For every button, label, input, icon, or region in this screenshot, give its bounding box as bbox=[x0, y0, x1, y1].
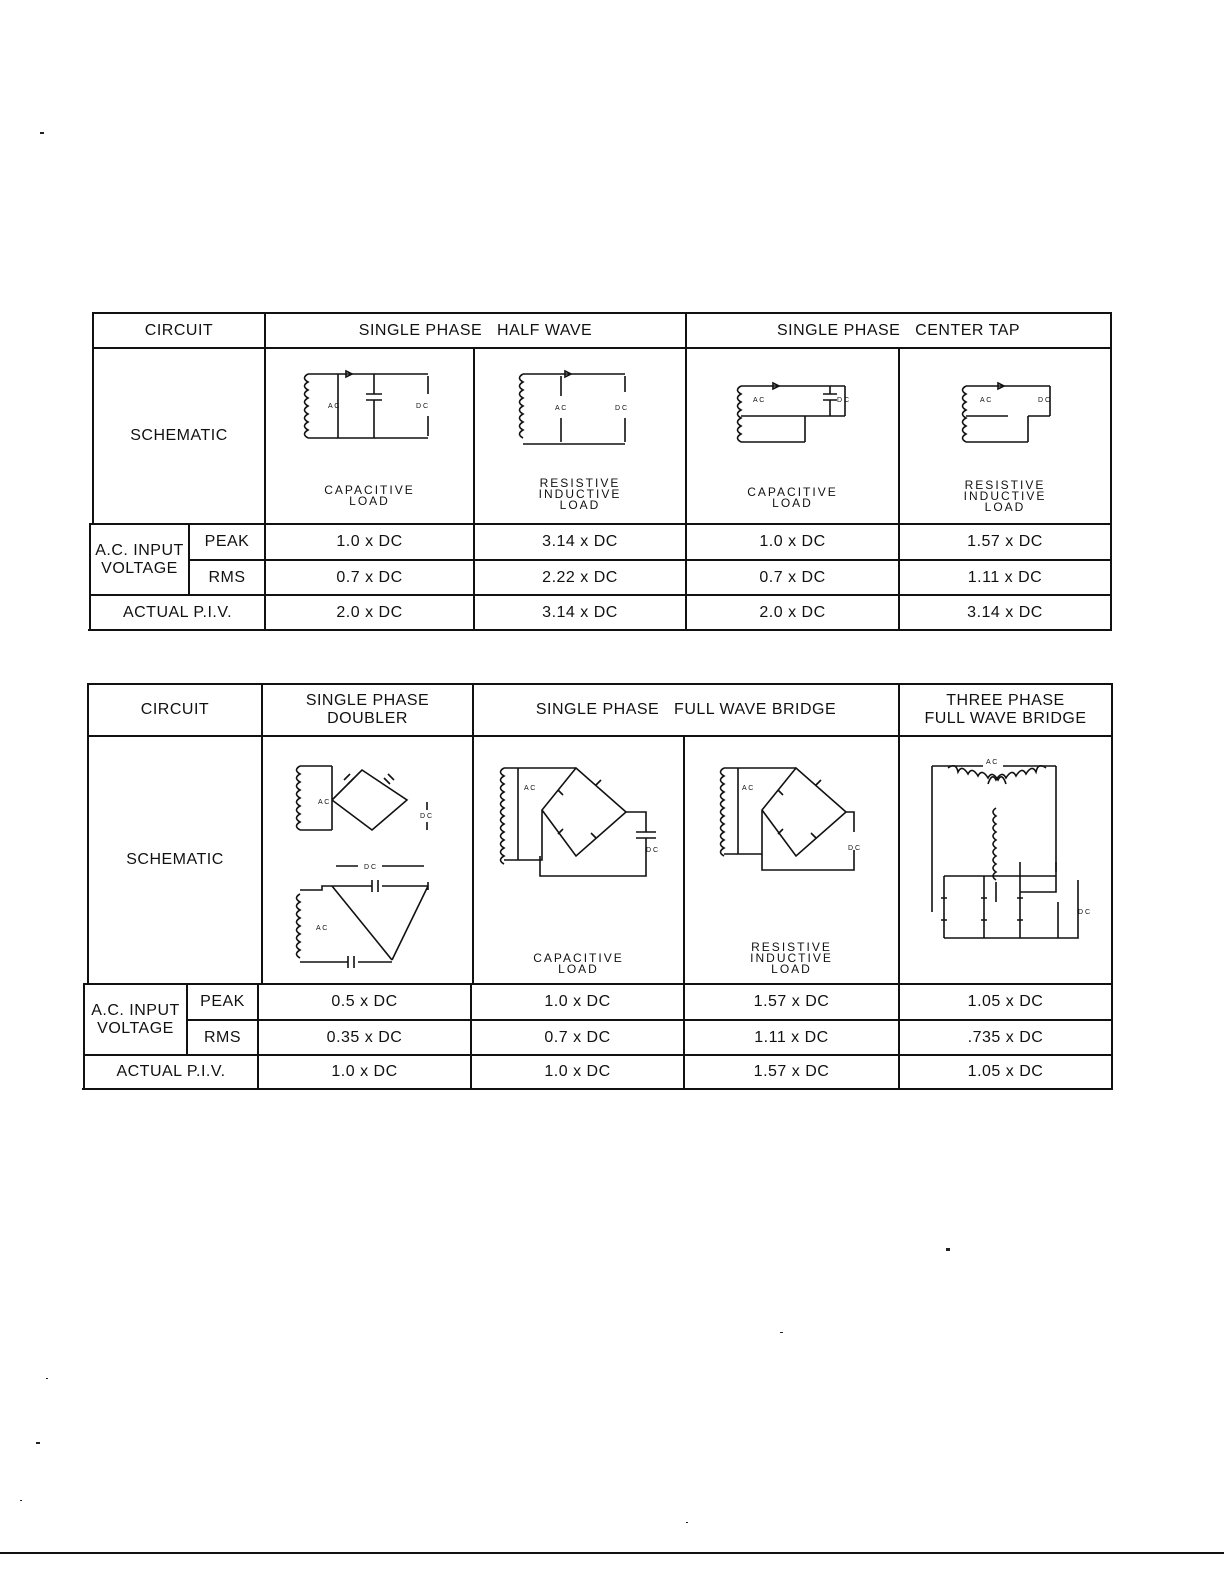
doubler-header: SINGLE PHASE DOUBLER bbox=[305, 692, 430, 727]
rms-value: 1.11 x DC bbox=[754, 1028, 829, 1046]
full-wave-bridge-header: SINGLE PHASE FULL WAVE BRIDGE bbox=[535, 701, 837, 718]
scan-speck bbox=[20, 1500, 22, 1501]
svg-text:A C: A C bbox=[555, 405, 567, 412]
rms-value: 1.11 x DC bbox=[967, 568, 1043, 586]
svg-text:D C: D C bbox=[420, 813, 433, 820]
load-label: CAPACITIVE LOAD bbox=[324, 483, 415, 508]
piv-value: 1.0 x DC bbox=[331, 1063, 398, 1080]
bridge-capacitive-schematic bbox=[496, 760, 666, 880]
peak-value: 1.05 x DC bbox=[967, 993, 1044, 1010]
svg-text:D C: D C bbox=[416, 403, 429, 410]
peak-value: 1.0 x DC bbox=[336, 533, 403, 550]
scan-speck bbox=[46, 1378, 48, 1379]
peak-value: 1.0 x DC bbox=[544, 993, 611, 1010]
svg-text:A C: A C bbox=[986, 759, 998, 766]
rms-value: 2.22 x DC bbox=[542, 568, 618, 586]
svg-text:A C: A C bbox=[316, 925, 328, 932]
circuit-header: CIRCUIT bbox=[140, 701, 210, 718]
svg-text:D C: D C bbox=[1078, 909, 1091, 916]
svg-text:D C: D C bbox=[1038, 397, 1051, 404]
circuit-header: CIRCUIT bbox=[144, 321, 214, 339]
svg-text:D C: D C bbox=[364, 864, 377, 871]
peak-value: 3.14 x DC bbox=[542, 533, 618, 550]
load-label: RESISTIVE INDUCTIVE LOAD bbox=[750, 939, 833, 976]
rms-value: 0.7 x DC bbox=[336, 568, 403, 586]
ac-input-voltage-label: A.C. INPUT VOLTAGE bbox=[91, 1001, 180, 1037]
load-label: CAPACITIVE LOAD bbox=[533, 951, 624, 976]
schematic-label: SCHEMATIC bbox=[126, 851, 224, 868]
svg-text:A C: A C bbox=[318, 799, 330, 806]
scan-speck bbox=[946, 1248, 950, 1251]
svg-text:D C: D C bbox=[646, 847, 659, 854]
scan-speck bbox=[780, 1332, 783, 1333]
piv-value: 1.57 x DC bbox=[753, 1063, 830, 1080]
svg-text:A C: A C bbox=[980, 397, 992, 404]
rms-label: RMS bbox=[208, 568, 246, 586]
piv-value: 1.0 x DC bbox=[544, 1063, 611, 1080]
piv-value: 3.14 x DC bbox=[967, 603, 1043, 621]
svg-text:D C: D C bbox=[837, 397, 850, 404]
svg-text:D C: D C bbox=[615, 405, 628, 412]
piv-value: 1.05 x DC bbox=[967, 1063, 1044, 1080]
piv-value: 3.14 x DC bbox=[542, 603, 618, 621]
doubler-schematic-lower bbox=[292, 860, 442, 970]
piv-value: 2.0 x DC bbox=[336, 603, 403, 621]
three-phase-header: THREE PHASE FULL WAVE BRIDGE bbox=[924, 692, 1087, 727]
ac-input-voltage-label: A.C. INPUT VOLTAGE bbox=[95, 541, 184, 577]
half-wave-header: SINGLE PHASE HALF WAVE bbox=[358, 321, 593, 339]
doubler-schematic-upper bbox=[292, 760, 442, 838]
actual-piv-label: ACTUAL P.I.V. bbox=[116, 1063, 226, 1080]
bridge-resistive-schematic bbox=[716, 760, 876, 880]
rms-value: 0.7 x DC bbox=[759, 568, 826, 586]
page-bottom-rule bbox=[0, 1552, 1224, 1554]
piv-value: 2.0 x DC bbox=[759, 603, 826, 621]
schematic-label: SCHEMATIC bbox=[130, 427, 228, 444]
rms-label: RMS bbox=[203, 1028, 242, 1046]
scan-speck bbox=[40, 132, 44, 134]
peak-value: 1.57 x DC bbox=[753, 993, 830, 1010]
scan-speck bbox=[36, 1442, 40, 1444]
peak-label: PEAK bbox=[204, 533, 250, 550]
actual-piv-label: ACTUAL P.I.V. bbox=[122, 603, 233, 621]
three-phase-bridge-schematic bbox=[928, 752, 1098, 962]
table-rule bbox=[82, 1088, 1113, 1090]
rms-value: 0.7 x DC bbox=[544, 1028, 611, 1046]
table-rule bbox=[1111, 683, 1113, 1090]
rms-value: 0.35 x DC bbox=[326, 1028, 403, 1046]
rms-value: .735 x DC bbox=[967, 1028, 1044, 1046]
svg-text:A C: A C bbox=[753, 397, 765, 404]
load-label: RESISTIVE INDUCTIVE LOAD bbox=[538, 475, 622, 512]
svg-text:A C: A C bbox=[524, 785, 536, 792]
svg-text:D C: D C bbox=[848, 845, 861, 852]
svg-text:A C: A C bbox=[328, 403, 340, 410]
svg-text:A C: A C bbox=[742, 785, 754, 792]
load-label: RESISTIVE INDUCTIVE LOAD bbox=[963, 477, 1047, 514]
peak-value: 1.0 x DC bbox=[759, 533, 826, 550]
load-label: CAPACITIVE LOAD bbox=[747, 485, 838, 510]
center-tap-header: SINGLE PHASE CENTER TAP bbox=[776, 321, 1021, 339]
peak-value: 0.5 x DC bbox=[331, 993, 398, 1010]
peak-label: PEAK bbox=[200, 993, 245, 1010]
scan-speck bbox=[686, 1522, 688, 1523]
peak-value: 1.57 x DC bbox=[967, 533, 1043, 550]
